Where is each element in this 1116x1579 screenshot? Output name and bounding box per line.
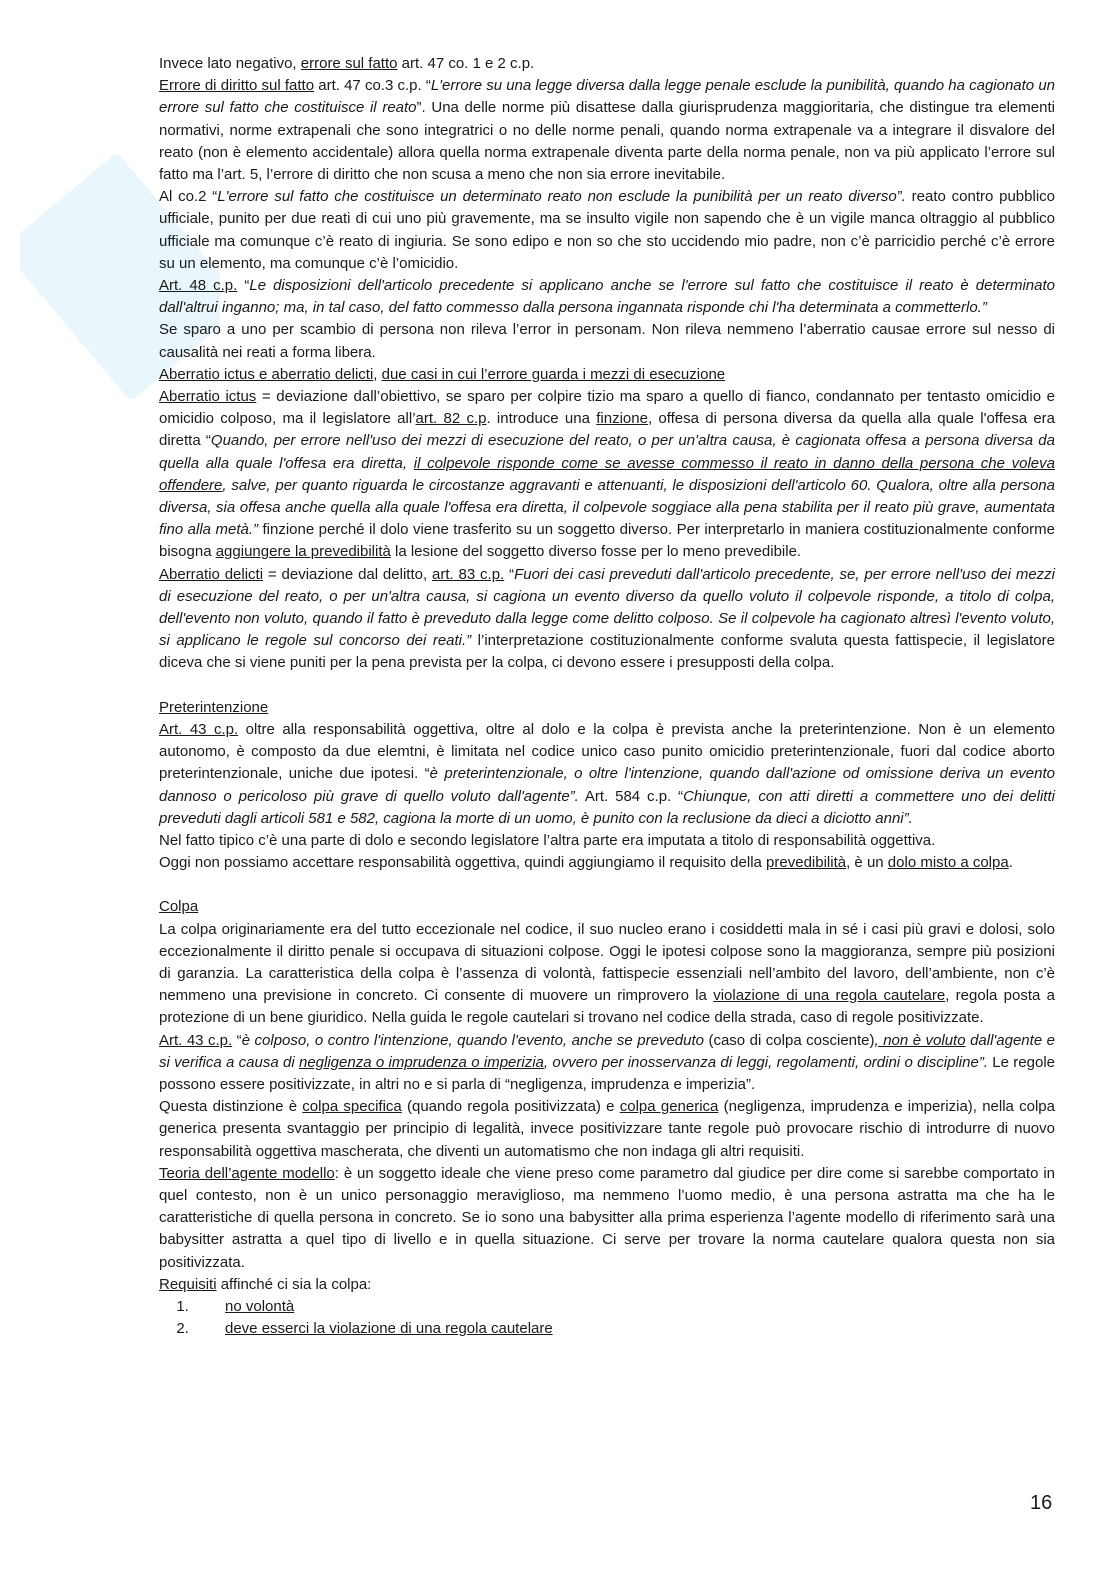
list-item: 2. deve esserci la violazione di una regola cautelare — [193, 1318, 1055, 1340]
paragraph: Teoria dell’agente modello: è un soggetto ideale che viene preso come parametro dal giudice per dire come si sarebbe comportato in quel contesto, non è un unico personaggio meraviglioso, ma nemmeno l’uomo medio, è una persona astratta ma che ha le caratteristiche di quella persona in concreto. Se io sono una babysitter alla prima esperienza l’agente modello di riferimento sarà una babysitter astratta a quel tipo di livello e in quella situazione. Ci serve per trovare la norma cautelare qualora questa non sia positivizzata. — [159, 1164, 1055, 1271]
paragraph: Art. 48 c.p. “Le disposizioni dell'articolo precedente si applicano anche se l'errore sul fatto che costituisce il reato è determinato dall'altrui inganno; ma, in tal caso, del fatto commesso dalla persona ingannata risponde chi l'ha determinata a commetterlo.” — [159, 277, 1055, 317]
paragraph: Al co.2 “L'errore sul fatto che costituisce un determinato reato non esclude la punibilità per un reato diverso”. reato contro pubblico ufficiale, punito per due reati di cui uno più gravemente, ma se insulto vigile non sapendo che è un vigile manca oltraggio al pubblico ufficiale ma comunque c’è reato di ingiuria. Se sono edipo e non so che sto uccidendo mio padre, non c’è parricidio perché c’è errore su un elemento, ma comunque c’è l’omicidio. — [159, 188, 1055, 272]
spacer — [159, 675, 1055, 697]
paragraph: Invece lato negativo, errore sul fatto art. 47 co. 1 e 2 c.p. — [159, 55, 535, 72]
section-heading: Aberratio ictus e aberratio delicti, due casi in cui l’errore guarda i mezzi di esecuzione — [159, 365, 726, 383]
paragraph: Oggi non possiamo accettare responsabilità oggettiva, quindi aggiungiamo il requisito della prevedibilità, è un dolo misto a colpa. — [159, 854, 1013, 872]
paragraph: Errore di diritto sul fatto art. 47 co.3 c.p. “L'errore su una legge diversa dalla legge penale esclude la punibilità, quando ha cagionato un errore sul fatto che costituisce il reato”. Una delle norme più disattese dalla giurisprudenza maggioritaria, che distingue tra elementi normativi, norme extrapenali che sono integratrici o no delle norme penali, quando norma extrapenale va a integrare il disvalore del reato (non è elemento accidentale) allora quella norma extrapenale diventa parte della norma penale, non va più applicato l’errore sul fatto ma l’art. 5, l’errore di diritto che non scusa a meno che non sia errore inevitabile. — [159, 77, 1056, 184]
paragraph: Questa distinzione è colpa specifica (quando regola positivizzata) e colpa generica (negligenza, imprudenza e imperizia), nella colpa generica presenta svantaggio per principio di legalità, invece positivizzare tante regole può provocare rischio di introdurre di nuovo responsabilità oggettiva mascherata, che diventi un automatismo che non indaga gli altri requisiti. — [159, 1098, 1055, 1160]
spacer — [159, 874, 1055, 896]
document-body — [159, 53, 1055, 1340]
section-heading: Preterintenzione — [159, 698, 269, 716]
paragraph: Aberratio ictus = deviazione dall’obiettivo, se sparo per colpire tizio ma sparo a quello di fianco, condannato per tentasto omicidio e omicidio colposo, ma il legislatore all’art. 82 c.p. introduce una finzione, offesa di persona diversa da quella alla quale l'offesa era diretta “Quando, per errore nell'uso dei mezzi di esecuzione del reato, o per un'altra causa, è cagionata offesa a persona diversa da quella alla quale l'offesa era diretta, il colpevole risponde come se avesse commesso il reato in danno della persona che voleva offendere, salve, per quanto riguarda le circostanze aggravanti e attenuanti, le disposizioni dell'articolo 60. Qualora, oltre alla persona diversa, sia offesa anche quella alla quale l'offesa era diretta, il colpevole soggiace alla pena stabilita per il reato più grave, aumentata fino alla metà.” finzione perché il dolo viene trasferito su un soggetto diverso. Per interpretarlo in maniera costituzionalmente conforme bisogna aggiungere la prevedibilità la lesione del soggetto diverso fosse per lo meno prevedibile. — [159, 388, 1056, 561]
paragraph: Aberratio delicti = deviazione dal delitto, art. 83 c.p. “Fuori dei casi preveduti dall'articolo precedente, se, per errore nell'uso dei mezzi di esecuzione del reato, o per un'altra causa, si cagiona un evento diverso da quello voluto il colpevole risponde, a titolo di colpa, dell'evento non voluto, quando il fatto è preveduto dalla legge come delitto colposo. Se il colpevole ha cagionato altresì l'evento voluto, si applicano le regole sul concorso dei reati.” l’interpretazione costituzionalmente conforme svaluta questa fattispecie, il legislatore diceva che si viene puniti per la pena prevista per la colpa, ci devono essere i presupposti della colpa. — [159, 565, 1056, 672]
paragraph: Se sparo a uno per scambio di persona non rileva l’error in personam. Non rileva nemmeno l’aberratio causae errore sul nesso di causalità nei reati a forma libera. — [159, 321, 1055, 361]
requisiti-list — [159, 1296, 1055, 1340]
section-heading: Colpa — [159, 898, 199, 916]
list-item: 1. no volontà — [193, 1296, 1055, 1318]
paragraph: La colpa originariamente era del tutto eccezionale nel codice, il suo nucleo erano i cosiddetti mala in sé i casi più gravi e dolosi, solo eccezionalmente il diritto penale si occupava di situazioni colpose. Oggi le ipotesi colpose sono la maggioranza, sempre più posizioni di garanzia. La caratteristica della colpa è l’assenza di volontà, fattispecie essenziali nell’ambito del lavoro, dell’ambiente, non c’è nemmeno una previsione in concreto. Ci consente di muovere un rimprovero la violazione di una regola cautelare, regola posta a protezione di un bene giuridico. Nella guida le regole cautelari si trovano nel codice della strada, caso di regole positivizzate. — [159, 920, 1056, 1027]
paragraph: Art. 43 c.p. “è colposo, o contro l'intenzione, quando l'evento, anche se preveduto (caso di colpa cosciente), non è voluto dall'agente e si verifica a causa di negligenza o imprudenza o imperizia, ovvero per inosservanza di leggi, regolamenti, ordini o discipline”. Le regole possono essere positivizzate, in altri no e si parla di “negligenza, imprudenza e imperizia”. — [159, 1031, 1056, 1093]
paragraph: Art. 43 c.p. oltre alla responsabilità oggettiva, oltre al dolo e la colpa è prevista anche la preterintenzione. Non è un elemento autonomo, è composto da due elemtni, è limitata nel codice unico caso punito omicidio preterintenzionale, fuori dal codice aborto preterintenzionale, uniche due ipotesi. “è preterintenzionale, o oltre l'intenzione, quando dall'azione od omissione deriva un evento dannoso o pericoloso più grave di quello voluto dall'agente”. Art. 584 c.p. “Chiunque, con atti diretti a commettere uno dei delitti preveduti dagli articoli 581 e 582, cagiona la morte di un uomo, è punito con la reclusione da dieci a diciotto anni”. — [159, 720, 1055, 827]
paragraph: Nel fatto tipico c’è una parte di dolo e secondo legislatore l’altra parte era imputata a titolo di responsabilità oggettiva. — [159, 831, 936, 849]
page-number: 16 — [1030, 1492, 1053, 1514]
paragraph: Requisiti affinché ci sia la colpa: — [159, 1275, 372, 1293]
